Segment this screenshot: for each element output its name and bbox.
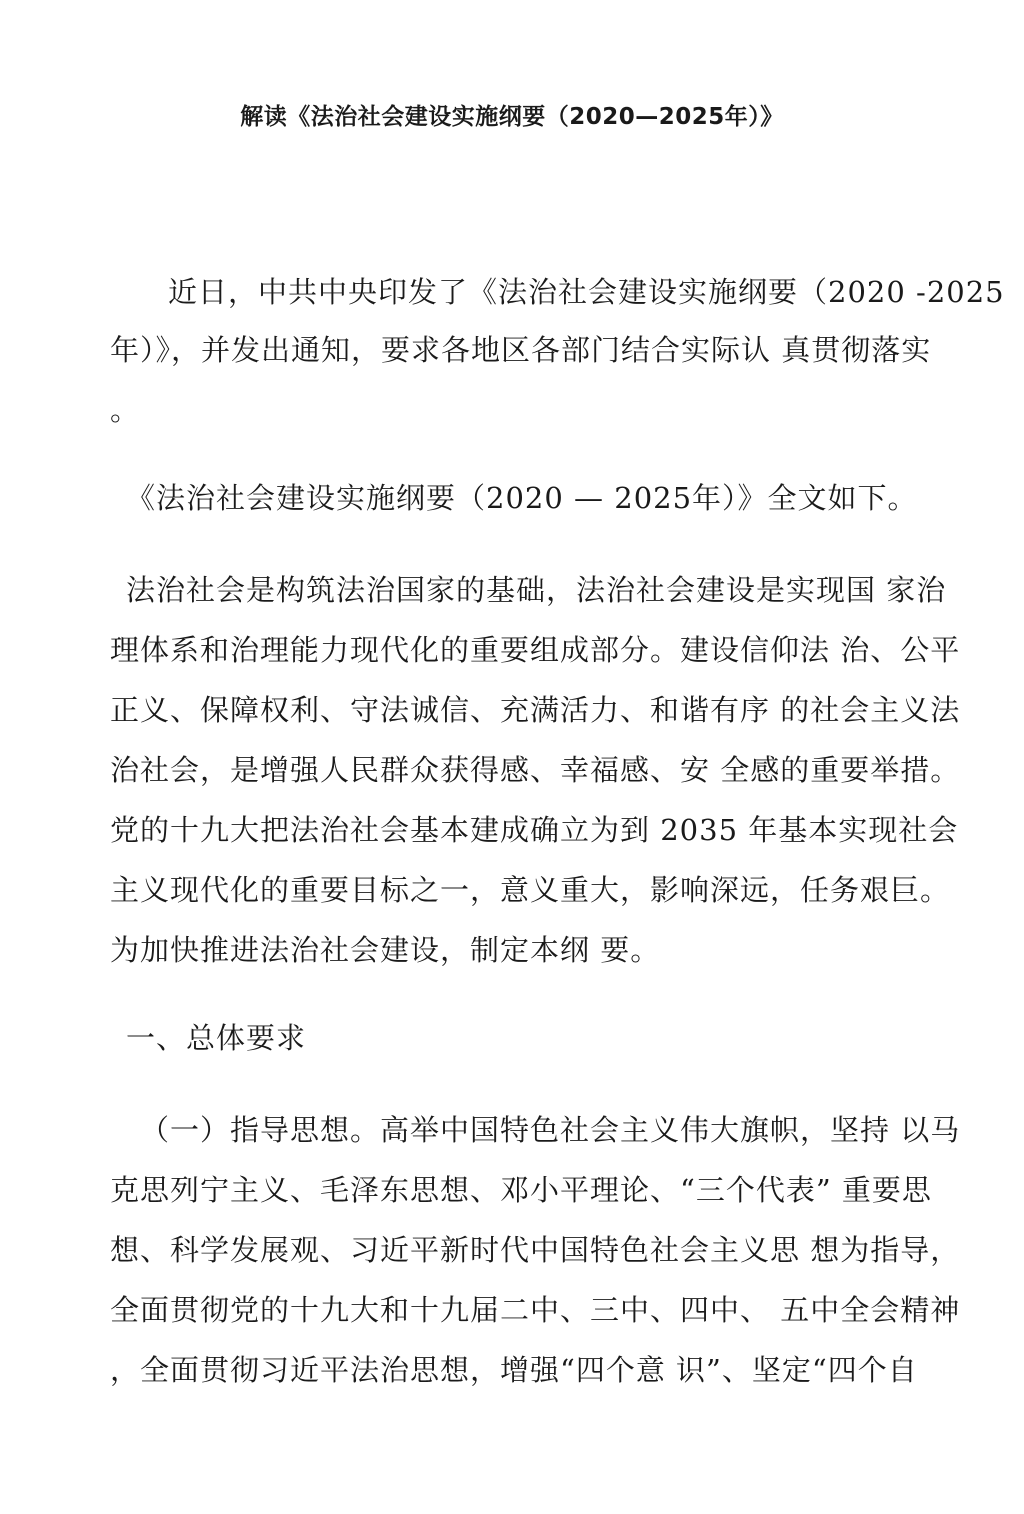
paragraph-line: 主义现代化的重要目标之一，意义重大，影响深远，任务艰巨。 — [110, 873, 951, 907]
paragraph-line: 为加快推进法治社会建设，制定本纲 要。 — [110, 933, 661, 967]
paragraph-line: ，全面贯彻习近平法治思想，增强“四个意 识”、坚定“四个自 — [110, 1353, 918, 1387]
paragraph-line: 正义、保障权利、守法诚信、充满活力、和谐有序 的社会主义法 — [110, 693, 961, 727]
paragraph-line: 克思列宁主义、毛泽东思想、邓小平理论、“三个代表” 重要思 — [110, 1173, 932, 1207]
paragraph-line: 。 — [110, 393, 141, 427]
paragraph-line: 想、科学发展观、习近平新时代中国特色社会主义思 想为指导， — [110, 1233, 961, 1267]
paragraph-line: 《法治社会建设实施纲要（2020 — 2025年）》全文如下。 — [126, 481, 918, 515]
paragraph-line: 法治社会是构筑法治国家的基础，法治社会建设是实现国 家治 — [126, 573, 947, 607]
section-heading: 一、总体要求 — [126, 1021, 307, 1055]
paragraph-line: （一）指导思想。高举中国特色社会主义伟大旗帜，坚持 以马 — [140, 1113, 961, 1147]
paragraph-line: 年）》，并发出通知，要求各地区各部门结合实际认 真贯彻落实 — [110, 333, 932, 367]
document-title: 解读《法治社会建设实施纲要（2020—2025年）》 — [240, 104, 784, 130]
paragraph-line: 近日，中共中央印发了《法治社会建设实施纲要（2020 -2025 — [168, 275, 1005, 309]
paragraph-line: 治社会，是增强人民群众获得感、幸福感、安 全感的重要举措。 — [110, 753, 961, 787]
paragraph-line: 全面贯彻党的十九大和十九届二中、三中、四中、 五中全会精神 — [110, 1293, 961, 1327]
paragraph-line: 理体系和治理能力现代化的重要组成部分。建设信仰法 治、公平 — [110, 633, 961, 667]
paragraph-line: 党的十九大把法治社会基本建成确立为到 2035 年基本实现社会 — [110, 813, 959, 847]
